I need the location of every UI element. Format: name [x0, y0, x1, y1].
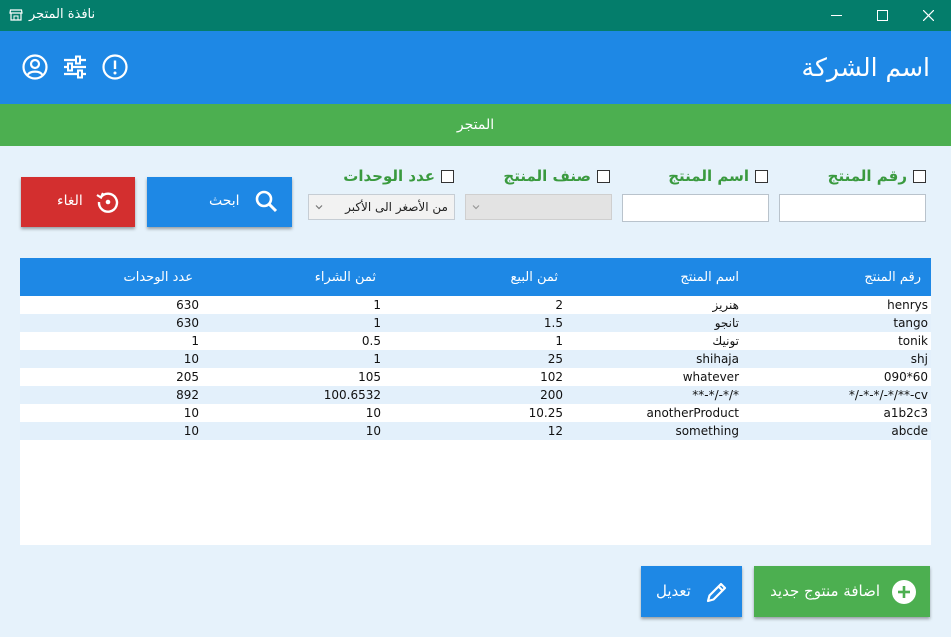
- minimize-icon: [831, 10, 842, 21]
- table-cell: 1.5: [543, 316, 563, 330]
- maximize-icon: [877, 10, 888, 21]
- product-number-label: رقم المنتج: [827, 167, 907, 185]
- table-cell: 10.25: [528, 406, 563, 420]
- table-row[interactable]: [20, 404, 931, 422]
- info-alert-icon[interactable]: [101, 53, 129, 81]
- table-cell: تانجو: [714, 316, 739, 330]
- search-label: ابحث: [209, 193, 240, 209]
- table-cell: something: [675, 424, 739, 438]
- units-count-checkbox[interactable]: [441, 170, 454, 183]
- table-cell: 10: [365, 424, 381, 438]
- table-cell: 10: [183, 424, 199, 438]
- title-bar: [0, 0, 951, 31]
- window-title: نافذة المتجر: [29, 7, 96, 22]
- table-cell: 12: [547, 424, 563, 438]
- table-cell: 1: [191, 334, 199, 348]
- units-order-value: من الأصغر الى الأكبر: [345, 200, 448, 214]
- table-row[interactable]: [20, 296, 931, 314]
- add-circle-icon: [891, 579, 917, 605]
- product-name-input[interactable]: [622, 194, 769, 222]
- maximize-button[interactable]: [859, 0, 905, 31]
- section-band: المتجر: [0, 104, 951, 146]
- search-button[interactable]: [147, 177, 292, 227]
- table-cell: 1: [373, 298, 381, 312]
- column-header[interactable]: عدد الوحدات: [123, 270, 193, 285]
- product-number-input[interactable]: [779, 194, 926, 222]
- app-header: [0, 31, 951, 104]
- table-cell: shj: [910, 352, 928, 366]
- pencil-icon: [704, 579, 730, 605]
- table-cell: shihaja: [696, 352, 739, 366]
- table-cell: 1: [373, 352, 381, 366]
- table-cell: a1b2c3: [883, 406, 928, 420]
- table-row[interactable]: [20, 422, 931, 440]
- reset-icon: [95, 189, 121, 215]
- product-category-label: صنف المنتج: [503, 167, 591, 185]
- products-table: [20, 258, 931, 545]
- table-row[interactable]: [20, 314, 931, 332]
- store-icon: [9, 8, 23, 22]
- units-order-select[interactable]: [308, 194, 455, 220]
- table-row[interactable]: [20, 368, 931, 386]
- chevron-down-icon: [472, 203, 480, 211]
- table-cell: */-*-*/-*/**-cv: [848, 388, 928, 402]
- company-name: اسم الشركة: [801, 53, 930, 82]
- add-product-label: اضافة منتوج جديد: [770, 582, 880, 600]
- table-row[interactable]: [20, 350, 931, 368]
- column-header[interactable]: ثمن البيع: [510, 270, 558, 285]
- table-cell: 10: [365, 406, 381, 420]
- product-name-checkbox[interactable]: [755, 170, 768, 183]
- table-cell: 630: [176, 316, 199, 330]
- table-cell: anotherProduct: [646, 406, 739, 420]
- filter-units-count: [343, 165, 454, 187]
- sliders-icon[interactable]: [61, 53, 89, 81]
- minimize-button[interactable]: [813, 0, 859, 31]
- filter-product-number: [828, 165, 926, 187]
- table-cell: 102: [540, 370, 563, 384]
- product-number-checkbox[interactable]: [913, 170, 926, 183]
- table-header: [20, 258, 931, 296]
- table-cell: 630: [176, 298, 199, 312]
- table-cell: 200: [540, 388, 563, 402]
- filter-product-category: [503, 165, 610, 187]
- table-row[interactable]: [20, 386, 931, 404]
- product-category-select[interactable]: [465, 194, 612, 220]
- table-cell: 25: [547, 352, 563, 366]
- table-cell: هنريز: [712, 298, 739, 312]
- table-cell: abcde: [891, 424, 928, 438]
- column-header[interactable]: اسم المنتج: [680, 270, 739, 285]
- column-header[interactable]: ثمن الشراء: [314, 270, 376, 285]
- close-icon: [923, 10, 934, 21]
- table-cell: 2: [555, 298, 563, 312]
- table-cell: 0.5: [361, 334, 381, 348]
- table-row[interactable]: [20, 332, 931, 350]
- table-cell: 205: [176, 370, 199, 384]
- account-circle-icon[interactable]: [21, 53, 49, 81]
- units-count-label: عدد الوحدات: [343, 167, 435, 185]
- product-category-checkbox[interactable]: [597, 170, 610, 183]
- chevron-down-icon: [315, 203, 323, 211]
- table-cell: whatever: [682, 370, 739, 384]
- table-cell: 105: [358, 370, 381, 384]
- table-cell: 1: [373, 316, 381, 330]
- edit-button[interactable]: [641, 566, 742, 617]
- edit-label: تعديل: [656, 582, 691, 600]
- table-cell: 090*60: [883, 370, 928, 384]
- table-cell: تونيك: [712, 334, 739, 348]
- table-cell: 1: [555, 334, 563, 348]
- table-cell: tango: [893, 316, 928, 330]
- table-cell: henrys: [887, 298, 928, 312]
- cancel-button[interactable]: [21, 177, 135, 227]
- table-cell: **-*/-*/*: [692, 388, 739, 402]
- table-cell: 10: [183, 352, 199, 366]
- close-button[interactable]: [905, 0, 951, 31]
- filter-product-name: [668, 165, 768, 187]
- search-icon: [254, 189, 280, 215]
- column-header[interactable]: رقم المنتج: [864, 270, 921, 285]
- table-cell: 10: [183, 406, 199, 420]
- cancel-label: الغاء: [57, 193, 83, 209]
- table-cell: tonik: [898, 334, 928, 348]
- product-name-label: اسم المنتج: [668, 167, 749, 185]
- table-cell: 892: [176, 388, 199, 402]
- add-product-button[interactable]: [754, 566, 930, 617]
- table-cell: 100.6532: [323, 388, 381, 402]
